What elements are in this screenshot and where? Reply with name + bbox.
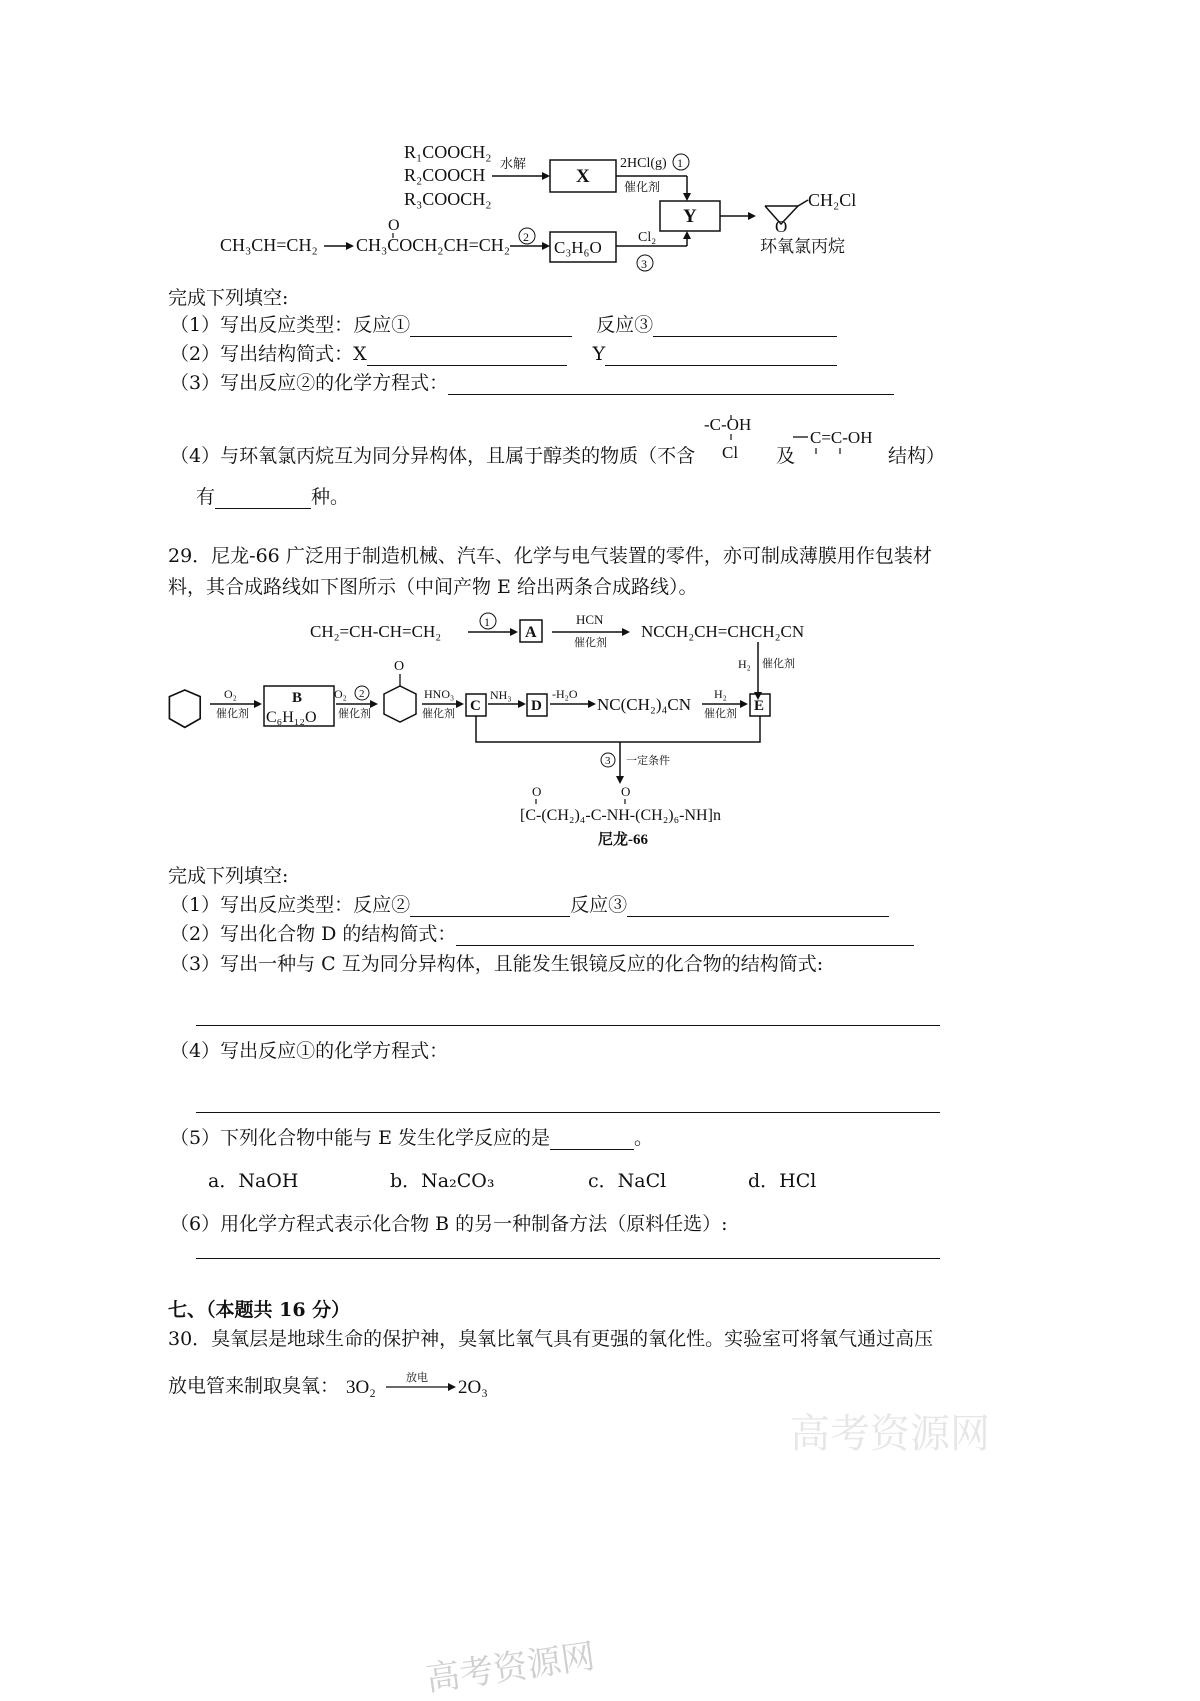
q30-line2 [168, 1374, 339, 1398]
watermark: 高考资源网 [790, 1411, 990, 1457]
hno3-label: HNO₃ [424, 687, 455, 701]
section-heading: 七、（本题共 16 分） [168, 1299, 351, 1321]
box-y-label: Y [683, 206, 697, 227]
q29-part4: （4）写出反应①的化学方程式： [170, 1040, 449, 1062]
eq-right: 2O₃ [458, 1377, 488, 1398]
h2-label: H₂ [714, 687, 727, 701]
answer-blank[interactable] [605, 345, 837, 366]
epoxide-o: O [775, 217, 788, 236]
q28-part4-fragments [700, 412, 900, 470]
q29-intro-fill: 完成下列填空: [168, 865, 289, 887]
eq-left: 3O₂ [346, 1377, 376, 1398]
q29-option-c: c．NaCl [588, 1170, 667, 1192]
q29-option-b: b．Na₂CO₃ [390, 1170, 495, 1192]
h2-label: H₂ [738, 657, 751, 671]
arrow-head [622, 628, 630, 636]
q30-line1: 30．臭氧层是地球生命的保护神，臭氧比氧气具有更强的氧化性。实验室可将氧气通过高压 [168, 1328, 934, 1350]
q29-part3: （3）写出一种与 C 互为同分异构体，且能发生银镜反应的化合物的结构简式: [170, 953, 824, 975]
box-c3h6o-label: C₃H₆O [554, 238, 602, 257]
q29-part5-end: 。 [634, 1127, 654, 1149]
q29-option-a: a．NaOH [208, 1170, 299, 1192]
frag2: C=C-OH [810, 428, 873, 447]
num-2: 2 [359, 688, 365, 700]
arrow-head [370, 700, 378, 708]
cl2-label: Cl₂ [638, 230, 657, 245]
propene: CH₃CH=CH₂ [220, 235, 318, 255]
cyclohexanone-icon [384, 686, 416, 722]
q30-line2-text: 放电管来制取臭氧： [168, 1375, 340, 1397]
catalyst-label: 催化剂 [762, 658, 795, 670]
num-3: 3 [605, 755, 611, 767]
hydrolysis-label: 水解 [500, 156, 527, 171]
q28-part1 [170, 313, 837, 337]
answer-blank[interactable] [653, 316, 837, 337]
catalyst-label: 催化剂 [704, 708, 737, 720]
arrow-head [683, 193, 691, 201]
num-1: 1 [484, 615, 490, 629]
q29-option-d: d．HCl [748, 1170, 817, 1192]
q29-part6: （6）用化学方程式表示化合物 B 的另一种制备方法（原料任选）: [170, 1213, 728, 1235]
q29-part2 [170, 922, 914, 946]
catalyst-label: 催化剂 [338, 708, 371, 720]
num-2: 2 [523, 230, 529, 244]
arrow-head [510, 628, 518, 636]
glyceride-line-1: R₁COOCH₂ [404, 142, 492, 162]
answer-line[interactable] [196, 1258, 940, 1259]
arrow-head [448, 1383, 456, 1391]
q28-part3-label: （3）写出反应②的化学方程式： [170, 372, 449, 394]
q29-part1-label-b: 反应③ [570, 894, 628, 916]
arrow-head [542, 172, 550, 180]
q29-part5-label: （5）下列化合物中能与 E 发生化学反应的是 [170, 1127, 551, 1149]
q29-intro-line2: 料，其合成路线如下图所示（中间产物 E 给出两条合成路线）。 [168, 576, 698, 598]
butadiene: CH₂=CH-CH=CH₂ [310, 622, 442, 641]
polymer: [C-(CH₂)₄-C-NH-(CH₂)₆-NH]n [520, 807, 721, 824]
watermark: 高考资源网 [423, 1636, 598, 1700]
answer-blank[interactable] [550, 1129, 634, 1150]
ketone-o: O [394, 659, 405, 674]
q29-intro-line1: 29．尼龙-66 广泛用于制造机械、汽车、化学与电气装置的零件，亦可制成薄膜用作包装材 [168, 545, 932, 567]
q28-reaction-scheme [220, 138, 970, 288]
polymer-name: 尼龙-66 [598, 832, 648, 848]
arrow-head [616, 776, 624, 784]
arrow-head [542, 242, 550, 250]
q28-part4-label-c: 有 [196, 486, 216, 508]
box-d-label: D [531, 698, 542, 714]
arrow-head [748, 212, 756, 220]
epoxide-bond [798, 200, 808, 206]
box-e-label: E [754, 698, 765, 714]
minus-h2o-label: -H₂O [552, 687, 578, 701]
nitrile: NCCH₂CH=CHCH₂CN [641, 622, 805, 641]
nh3-label: NH₃ [490, 688, 512, 702]
q29-reaction-scheme [168, 606, 868, 854]
answer-blank[interactable] [627, 896, 889, 917]
answer-blank[interactable] [448, 374, 894, 395]
epoxide-name: 环氧氯丙烷 [760, 237, 845, 256]
answer-blank[interactable] [410, 896, 570, 917]
answer-blank[interactable] [215, 488, 311, 509]
epoxide-sub: CH₂Cl [808, 190, 857, 210]
o2b-label: O₂ [334, 687, 347, 701]
catalyst-label: 催化剂 [574, 637, 607, 649]
q29-part1-label-a: （1）写出反应类型：反应② [170, 894, 411, 916]
num-1: 1 [677, 156, 683, 170]
q29-part5 [170, 1126, 653, 1150]
q28-part2-label-b: Y [592, 343, 606, 365]
box-x-label: X [576, 166, 590, 187]
reagent-2hcl: 2HCl(g) [620, 156, 667, 171]
cyclohexane-icon [169, 690, 200, 727]
box-a-label: A [525, 624, 537, 641]
q29-part1 [170, 893, 889, 917]
adiponitrile: NC(CH₂)₄CN [597, 695, 692, 714]
answer-blank[interactable] [456, 925, 914, 946]
catalyst-label: 催化剂 [624, 180, 661, 194]
glyceride-line-3: R₃COOCH₂ [404, 189, 492, 209]
q28-intro: 完成下列填空: [168, 287, 289, 309]
arrow-head [254, 700, 262, 708]
frag1-bottom: Cl [722, 443, 739, 462]
box-c-label: C [470, 698, 481, 714]
arrow-head [588, 700, 596, 708]
q28-part4-label-b: 结构） [888, 445, 946, 467]
polymer-o-1: O [532, 784, 542, 799]
q28-part4-cont [196, 485, 349, 509]
glyceride-line-2: R₂COOCH [404, 165, 486, 185]
polymer-o-2: O [621, 784, 631, 799]
q28-part1-label-b: 反应③ [596, 314, 654, 336]
q28-part4-label-a: （4）与环氧氯丙烷互为同分异构体，且属于醇类的物质（不含 [170, 445, 696, 467]
answer-line[interactable] [196, 1112, 940, 1113]
answer-line[interactable] [196, 1025, 940, 1026]
num-3: 3 [641, 257, 647, 271]
arrow-head [456, 700, 464, 708]
arrow-head [740, 700, 748, 708]
catalyst-label: 催化剂 [422, 708, 455, 720]
answer-blank[interactable] [367, 345, 567, 366]
arrow-head [683, 231, 691, 239]
eq-label: 放电 [406, 1372, 428, 1384]
q28-part1-label-a: （1）写出反应类型：反应① [170, 314, 411, 336]
q28-part4-label-d: 种。 [311, 486, 350, 508]
q28-part4 [170, 444, 695, 468]
box-b-top: B [292, 690, 303, 706]
ozone-equation [340, 1366, 510, 1402]
carbonyl-o: O [388, 217, 400, 234]
q29-part2-label: （2）写出化合物 D 的结构简式： [170, 923, 457, 945]
condition-label: 一定条件 [626, 755, 670, 767]
arrow-head [518, 700, 526, 708]
hcn-label: HCN [576, 612, 604, 627]
q28-part4-and: 及 [776, 445, 796, 467]
box-b-bottom: C₆H₁₂O [266, 709, 317, 726]
o2-label: O₂ [224, 687, 237, 701]
frag1-top: -C-OH [704, 415, 752, 434]
catalyst-label: 催化剂 [216, 708, 249, 720]
answer-blank[interactable] [410, 316, 572, 337]
q28-part2-label-a: （2）写出结构简式：X [170, 343, 367, 365]
q28-part3 [170, 371, 894, 395]
arrow-head [346, 242, 354, 250]
allyl-acetate: CH₃COCH₂CH=CH₂ [356, 235, 511, 255]
q28-part2 [170, 342, 837, 366]
